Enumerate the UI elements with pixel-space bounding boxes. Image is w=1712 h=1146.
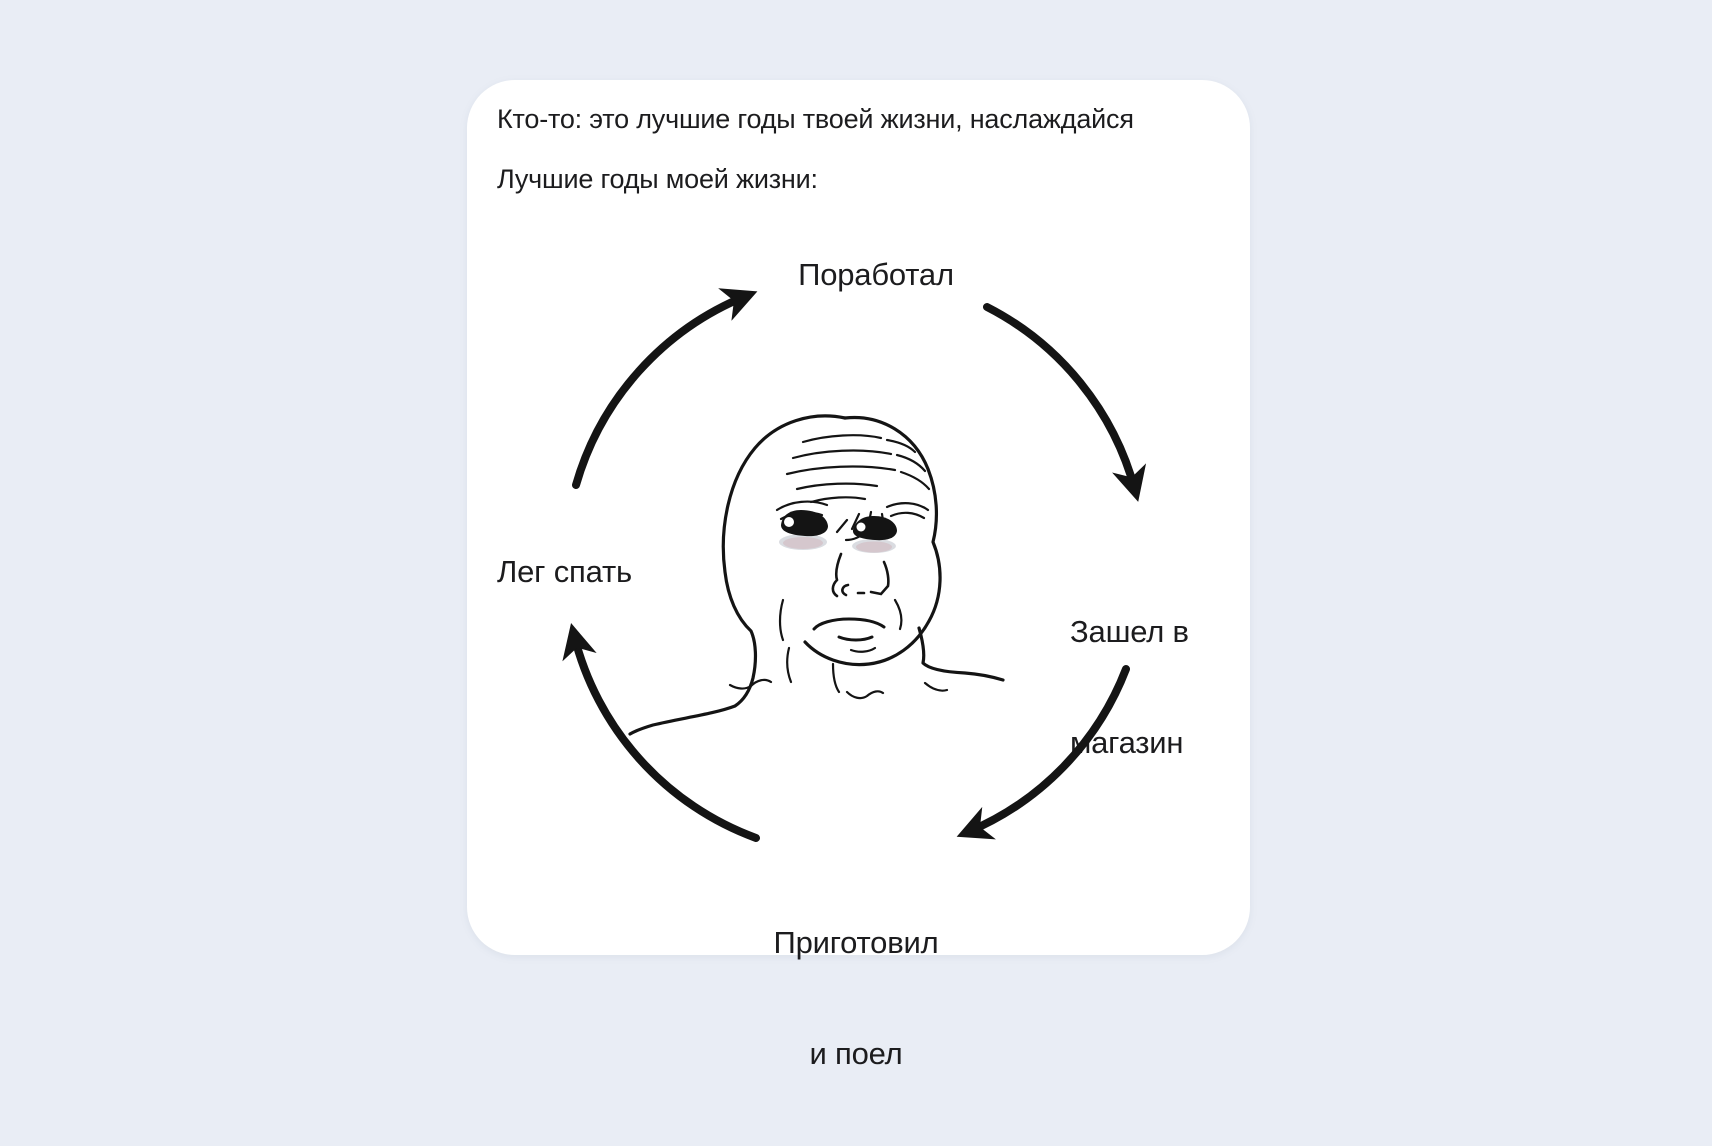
wojak-right-eyebag-tint: [856, 542, 892, 553]
cycle-step-store-line-1: Зашел в: [1070, 614, 1189, 649]
wojak-left-eyebag-tint: [783, 537, 823, 549]
wojak-left-eye-highlight: [784, 517, 794, 527]
wojak-chin-crease: [851, 648, 875, 652]
cycle-diagram-graphic: [467, 80, 1250, 955]
sad-wojak-face: [630, 416, 1003, 734]
cycle-step-cooked-ate-line-1: Приготовил: [773, 925, 939, 960]
intro-line-1: Кто-то: это лучшие годы твоей жизни, наслаждайся: [497, 104, 1134, 134]
cycle-step-worked: Поработал: [798, 257, 954, 292]
arrow-worked-to-store: [987, 307, 1135, 490]
intro-line-2: Лучшие годы моей жизни:: [497, 164, 818, 194]
cycle-arrows: [574, 296, 1135, 838]
wojak-neck-creases: [730, 648, 947, 698]
arrow-slept-to-worked: [576, 296, 746, 485]
wojak-forehead-wrinkles: [787, 435, 929, 502]
wojak-mouth: [814, 619, 884, 640]
wojak-right-eye-highlight: [857, 523, 866, 532]
arrow-store-to-cooked: [968, 669, 1126, 832]
meme-card: [467, 80, 1250, 1071]
wojak-nose: [833, 554, 888, 596]
arrow-cooked-to-slept: [574, 635, 756, 838]
cycle-step-cooked-ate-line-2: и поел: [809, 1036, 903, 1071]
wojak-head-outline: [630, 416, 845, 734]
cycle-step-slept: Лег спать: [497, 554, 632, 589]
wojak-neck-right: [919, 628, 1003, 680]
cycle-step-store-line-2: магазин: [1070, 725, 1184, 760]
